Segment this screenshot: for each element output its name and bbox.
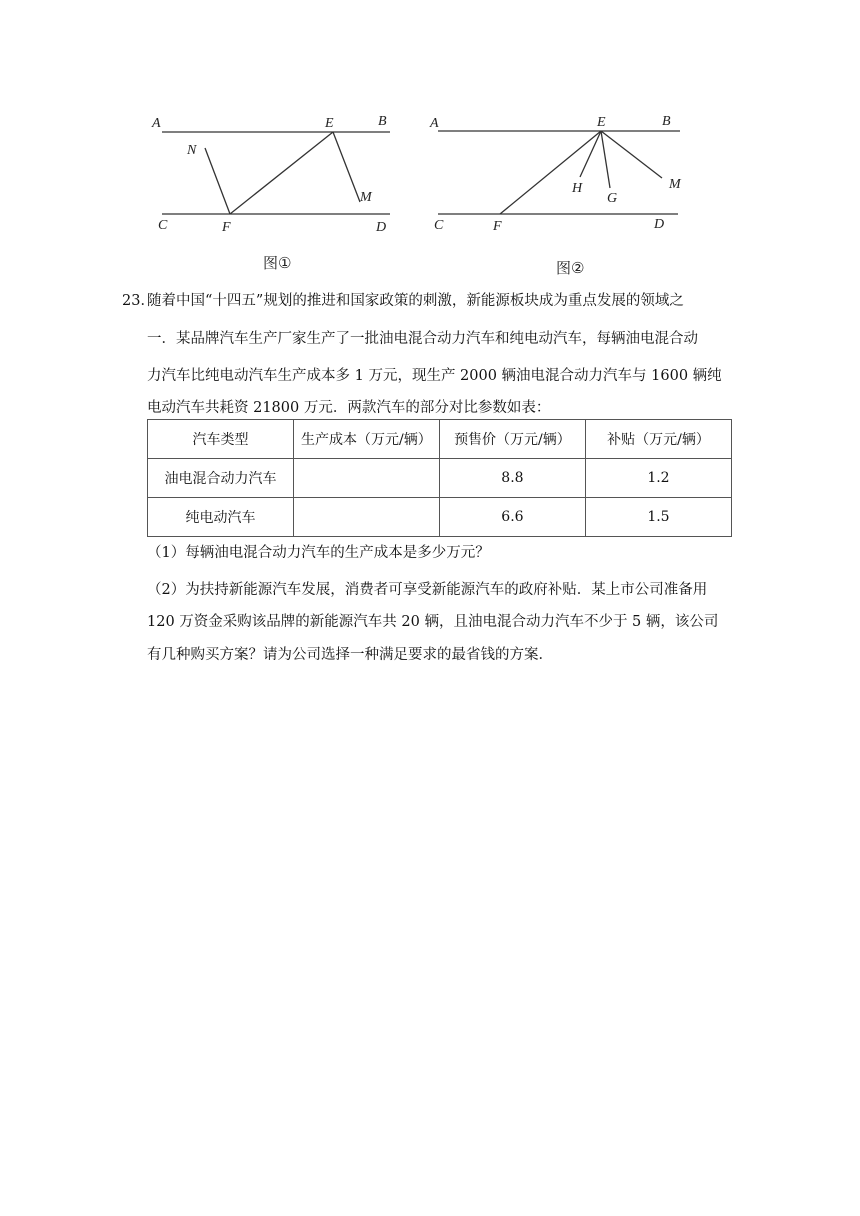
label-a: A xyxy=(430,116,439,131)
table-header: 补贴（万元/辆） xyxy=(585,420,731,459)
table-cell: 6.6 xyxy=(439,498,585,537)
figure-2-diagram xyxy=(420,105,700,235)
label-m: M xyxy=(669,177,681,192)
label-h: H xyxy=(572,181,583,196)
table-cell: 纯电动汽车 xyxy=(148,498,294,537)
label-f: F xyxy=(222,220,231,235)
ray-eh xyxy=(580,131,601,177)
question-2-line-2: 120 万资金采购该品牌的新能源汽车共 20 辆，且油电混合动力汽车不少于 5 辆，该公司 xyxy=(147,614,719,630)
label-n: N xyxy=(187,143,197,158)
ray-fn xyxy=(205,148,230,214)
problem-line-4: 电动汽车共耗资 21800 万元．两款汽车的部分对比参数如表： xyxy=(147,400,551,416)
table-cell: 1.5 xyxy=(585,498,731,537)
comparison-table xyxy=(147,419,732,537)
ray-em xyxy=(333,132,360,202)
label-m: M xyxy=(360,190,372,205)
problem-line-3: 力汽车比纯电动汽车生产成本多 1 万元，现生产 2000 辆油电混合动力汽车与 1600 辆纯 xyxy=(147,368,722,384)
label-b: B xyxy=(662,114,671,129)
table-row xyxy=(148,459,732,498)
table-cell: 油电混合动力汽车 xyxy=(148,459,294,498)
table-cell: 1.2 xyxy=(585,459,731,498)
figure-1 xyxy=(140,105,400,235)
figure-2 xyxy=(420,105,700,235)
table-header-row xyxy=(148,420,732,459)
table-row xyxy=(148,498,732,537)
segment-ef xyxy=(230,132,333,214)
label-d: D xyxy=(654,217,665,232)
segment-ef xyxy=(500,131,601,214)
question-2-line-1: （2）为扶持新能源汽车发展，消费者可享受新能源汽车的政府补贴．某上市公司准备用 xyxy=(147,582,708,598)
question-2-line-3: 有几种购买方案？请为公司选择一种满足要求的最省钱的方案． xyxy=(147,647,553,663)
label-g: G xyxy=(607,191,618,206)
label-f: F xyxy=(493,219,502,234)
problem-line-1: 随着中国“十四五”规划的推进和国家政策的刺激，新能源板块成为重点发展的领域之 xyxy=(147,293,684,309)
table-cell xyxy=(293,459,439,498)
figure-2-caption: 图② xyxy=(556,259,585,277)
label-a: A xyxy=(152,116,161,131)
figure-1-diagram xyxy=(140,105,400,235)
problem-number: 23． xyxy=(122,293,155,309)
label-e: E xyxy=(597,115,606,130)
table-cell xyxy=(293,498,439,537)
label-e: E xyxy=(325,116,334,131)
question-1: （1）每辆油电混合动力汽车的生产成本是多少万元？ xyxy=(147,545,490,561)
table-header: 生产成本（万元/辆） xyxy=(293,420,439,459)
ray-eg xyxy=(601,131,610,188)
ray-em xyxy=(601,131,662,178)
figure-1-caption: 图① xyxy=(263,254,292,272)
label-c: C xyxy=(158,218,168,233)
table-header: 预售价（万元/辆） xyxy=(439,420,585,459)
problem-line-2: 一．某品牌汽车生产厂家生产了一批油电混合动力汽车和纯电动汽车，每辆油电混合动 xyxy=(147,331,698,347)
label-b: B xyxy=(378,114,387,129)
table-header: 汽车类型 xyxy=(148,420,294,459)
label-d: D xyxy=(376,220,387,235)
table-cell: 8.8 xyxy=(439,459,585,498)
label-c: C xyxy=(434,218,444,233)
